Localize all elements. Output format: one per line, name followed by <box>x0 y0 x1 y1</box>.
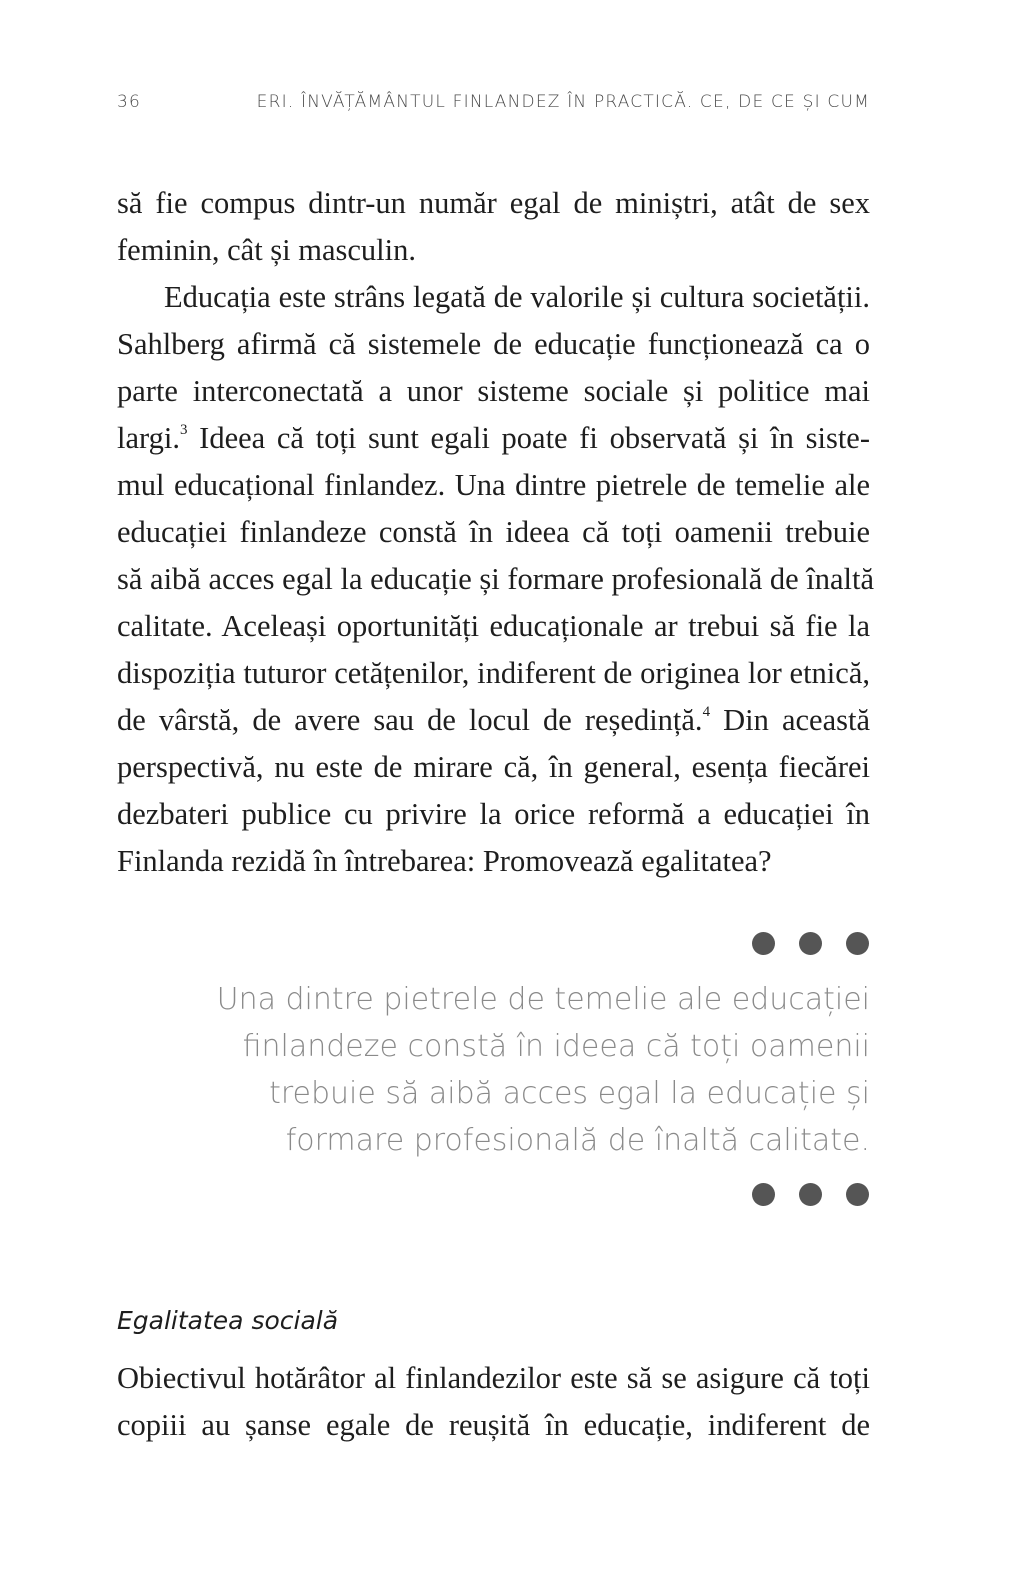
pull-quote-line: Una dintre pietrele de temelie ale educației <box>216 982 870 1017</box>
dot-icon <box>752 932 775 955</box>
text-line <box>117 462 870 509</box>
dot-icon <box>846 1183 869 1206</box>
text: dezbateri publice cu privire la orice reformă a educației în <box>117 797 870 831</box>
text: să fie compus dintr-un număr egal de miniștri, atât de sex <box>117 186 870 220</box>
text: calitate. Aceleași oportunități educaționale ar trebui să fie la <box>117 609 870 643</box>
pull-quote-line: formare profesională de înaltă calitate. <box>285 1123 870 1158</box>
text: dispoziția tuturor cetățenilor, indiferent de originea lor etnică, <box>117 656 870 690</box>
text: perspectivă, nu este de mirare că, în general, esența fiecărei <box>117 750 870 784</box>
running-title: ERI. ÎNVĂȚĂMÂNTUL FINLANDEZ ÎN PRACTICĂ. CE, DE CE ȘI CUM <box>256 92 870 112</box>
text-line <box>117 838 870 885</box>
dot-icon <box>799 932 822 955</box>
text-line <box>117 791 870 838</box>
text: feminin, cât și masculin. <box>117 233 416 267</box>
text: Din această <box>710 703 870 737</box>
dot-icon <box>752 1183 775 1206</box>
footnote-ref[interactable]: 4 <box>702 704 711 720</box>
text-line <box>117 697 870 744</box>
text: Ideea că toți sunt egali poate fi observată și în siste- <box>187 421 870 455</box>
pull-quote-line: finlandeze constă în ideea că toți oamenii <box>242 1029 870 1064</box>
text: educației finlandeze constă în ideea că toți oamenii trebuie <box>117 515 870 549</box>
text: mul educațional finlandez. Una dintre pietrele de temelie ale <box>117 468 870 502</box>
section-heading: Egalitatea socială <box>117 1306 339 1335</box>
quote-separator-bottom <box>752 1183 872 1207</box>
text-line <box>117 1402 870 1449</box>
text-line <box>117 274 870 321</box>
text-line <box>117 1355 870 1402</box>
text: Finlanda rezidă în întrebarea: Promovează egalitatea? <box>117 844 772 878</box>
quote-separator-top <box>752 932 872 956</box>
dot-icon <box>846 932 869 955</box>
text-line <box>117 180 870 227</box>
dot-icon <box>799 1183 822 1206</box>
page-number: 36 <box>117 92 142 112</box>
text-line <box>117 509 870 556</box>
text: parte interconectată a unor sisteme sociale și politice mai <box>117 374 870 408</box>
text-line <box>117 321 870 368</box>
text: să aibă acces egal la educație și formare profesională de înaltă <box>117 562 875 596</box>
footnote-ref[interactable]: 3 <box>179 422 188 438</box>
pull-quote <box>117 976 870 1164</box>
text-line <box>117 415 870 462</box>
text-line <box>117 556 875 603</box>
paragraph-3 <box>117 1355 870 1449</box>
text-line <box>117 227 870 274</box>
text: Obiectivul hotărâtor al finlandezilor este să se asigure că toți <box>117 1361 870 1395</box>
text-line <box>117 368 870 415</box>
text: de vârstă, de avere sau de locul de reședință. <box>117 703 703 737</box>
pull-quote-line: trebuie să aibă acces egal la educație și <box>269 1076 870 1111</box>
text: Educația este strâns legată de valorile și cultura societății. <box>164 280 870 314</box>
paragraph-1 <box>117 180 870 274</box>
paragraph-2 <box>117 274 875 885</box>
text: largi. <box>117 421 180 455</box>
text: Sahlberg afirmă că sistemele de educație funcționează ca o <box>117 327 870 361</box>
text-line <box>117 603 870 650</box>
text-line <box>117 744 870 791</box>
running-header <box>117 92 870 120</box>
text-line <box>117 650 870 697</box>
text: copiii au șanse egale de reușită în educație, indiferent de <box>117 1408 870 1442</box>
